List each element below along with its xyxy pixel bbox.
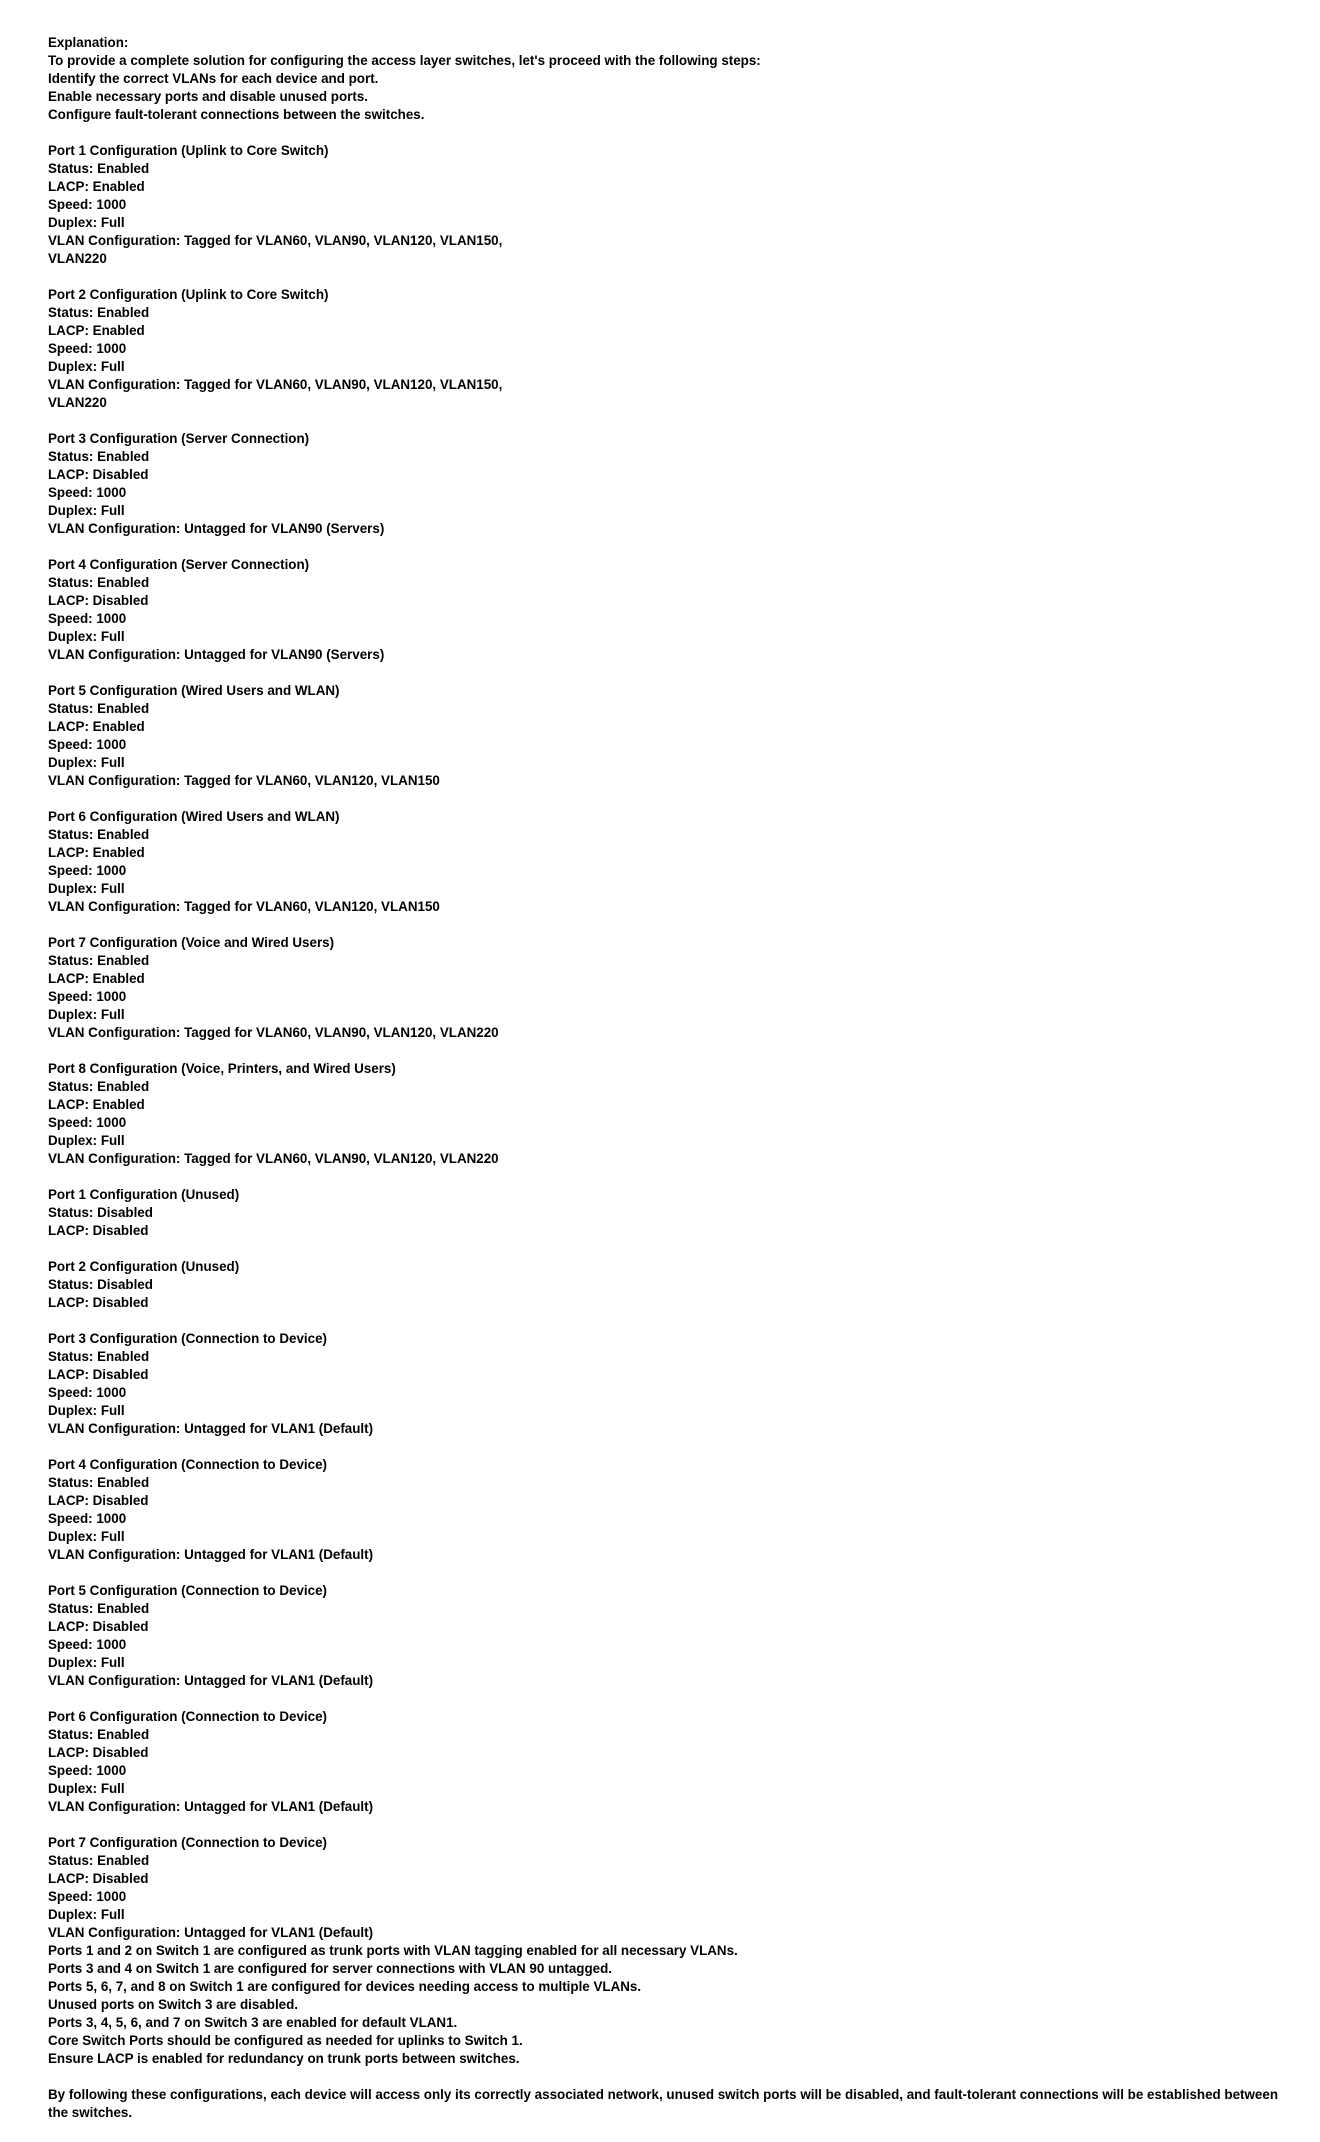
- intro-line: Identify the correct VLANs for each device and port.: [48, 71, 379, 86]
- port-config-line: VLAN Configuration: Untagged for VLAN1 (Default): [48, 1673, 374, 1688]
- port-config-line: VLAN Configuration: Tagged for VLAN60, VLAN120, VLAN150: [48, 773, 440, 788]
- document-body: [48, 34, 1282, 2122]
- intro-line: Configure fault-tolerant connections between the switches.: [48, 107, 425, 122]
- port-config-heading: Port 5 Configuration (Wired Users and WLAN): [48, 683, 340, 698]
- port-config-line: Ports 5, 6, 7, and 8 on Switch 1 are configured for devices needing access to multiple VLANs.: [48, 1979, 642, 1994]
- port-config-block: [48, 1834, 1278, 2068]
- port-config-line: Status: Enabled: [48, 1727, 150, 1742]
- port-config-heading: Port 7 Configuration (Voice and Wired Users): [48, 935, 335, 950]
- port-config-block: [48, 1186, 1278, 1240]
- port-config-line: LACP: Disabled: [48, 467, 149, 482]
- port-config-heading: Port 6 Configuration (Connection to Device): [48, 1709, 327, 1724]
- port-config-line: Status: Enabled: [48, 1349, 150, 1364]
- port-config-line: Speed: 1000: [48, 1511, 127, 1526]
- port-config-line: LACP: Disabled: [48, 593, 149, 608]
- port-config-block: [48, 1330, 1278, 1438]
- port-config-line: LACP: Enabled: [48, 1097, 145, 1112]
- section-gap: [48, 1564, 1278, 1582]
- port-config-block: [48, 1582, 1278, 1690]
- intro-line: Enable necessary ports and disable unused ports.: [48, 89, 368, 104]
- port-config-line: LACP: Enabled: [48, 845, 145, 860]
- port-config-line: Status: Enabled: [48, 449, 150, 464]
- port-config-block: [48, 286, 1278, 412]
- port-config-heading: Port 4 Configuration (Server Connection): [48, 557, 310, 572]
- port-config-heading: Port 2 Configuration (Uplink to Core Switch): [48, 287, 329, 302]
- port-config-block: [48, 1708, 1278, 1816]
- section-gap: [48, 1042, 1278, 1060]
- port-config-line: Duplex: Full: [48, 1781, 125, 1796]
- port-config-line: VLAN Configuration: Untagged for VLAN1 (Default): [48, 1547, 374, 1562]
- section-gap: [48, 2068, 1278, 2086]
- port-config-line: VLAN220: [48, 251, 107, 266]
- port-config-line: Duplex: Full: [48, 1655, 125, 1670]
- port-config-block: [48, 142, 1278, 268]
- port-config-line: Speed: 1000: [48, 197, 127, 212]
- port-config-line: Speed: 1000: [48, 863, 127, 878]
- port-config-line: LACP: Disabled: [48, 1295, 149, 1310]
- port-config-line: Ports 3 and 4 on Switch 1 are configured for server connections with VLAN 90 untagged.: [48, 1961, 613, 1976]
- port-config-line: Speed: 1000: [48, 1385, 127, 1400]
- port-config-line: VLAN Configuration: Tagged for VLAN60, VLAN90, VLAN120, VLAN150,: [48, 233, 503, 248]
- port-config-line: LACP: Disabled: [48, 1871, 149, 1886]
- port-config-heading: Port 7 Configuration (Connection to Device): [48, 1835, 327, 1850]
- port-config-line: Speed: 1000: [48, 737, 127, 752]
- port-config-line: Duplex: Full: [48, 1403, 125, 1418]
- port-config-line: Speed: 1000: [48, 485, 127, 500]
- section-gap: [48, 1168, 1278, 1186]
- port-config-line: Speed: 1000: [48, 1115, 127, 1130]
- section-gap: [48, 1240, 1278, 1258]
- port-config-line: Duplex: Full: [48, 1007, 125, 1022]
- port-config-line: Speed: 1000: [48, 611, 127, 626]
- port-config-line: Ports 1 and 2 on Switch 1 are configured as trunk ports with VLAN tagging enabled for all necessary VLANs.: [48, 1943, 738, 1958]
- port-config-block: [48, 430, 1278, 538]
- port-config-heading: Port 3 Configuration (Server Connection): [48, 431, 310, 446]
- intro-line: To provide a complete solution for configuring the access layer switches, let's proceed with the following steps:: [48, 53, 761, 68]
- conclusion-paragraph: By following these configurations, each device will access only its correctly associated network, unused switch ports will be disabled, and fault-tolerant connections will be established between the switches.: [48, 2087, 1282, 2120]
- port-config-heading: Port 5 Configuration (Connection to Device): [48, 1583, 327, 1598]
- port-config-line: Duplex: Full: [48, 503, 125, 518]
- section-gap: [48, 412, 1278, 430]
- port-config-block: [48, 682, 1278, 790]
- section-gap: [48, 664, 1278, 682]
- port-config-heading: Port 2 Configuration (Unused): [48, 1259, 240, 1274]
- port-config-line: VLAN220: [48, 395, 107, 410]
- port-config-line: VLAN Configuration: Untagged for VLAN90 (Servers): [48, 521, 385, 536]
- port-config-line: Status: Enabled: [48, 1601, 150, 1616]
- port-config-block: [48, 1060, 1278, 1168]
- port-config-heading: Port 6 Configuration (Wired Users and WLAN): [48, 809, 340, 824]
- intro-section: [48, 34, 1278, 124]
- port-config-line: VLAN Configuration: Tagged for VLAN60, VLAN120, VLAN150: [48, 899, 440, 914]
- port-config-line: Duplex: Full: [48, 881, 125, 896]
- port-config-line: LACP: Enabled: [48, 323, 145, 338]
- port-config-line: LACP: Disabled: [48, 1745, 149, 1760]
- port-config-line: VLAN Configuration: Untagged for VLAN90 (Servers): [48, 647, 385, 662]
- explanation-heading: Explanation:: [48, 35, 129, 50]
- port-config-heading: Port 1 Configuration (Unused): [48, 1187, 240, 1202]
- port-config-line: LACP: Disabled: [48, 1493, 149, 1508]
- port-config-line: VLAN Configuration: Untagged for VLAN1 (Default): [48, 1421, 374, 1436]
- port-config-block: [48, 808, 1278, 916]
- port-config-line: Duplex: Full: [48, 1529, 125, 1544]
- port-config-line: VLAN Configuration: Untagged for VLAN1 (Default): [48, 1925, 374, 1940]
- port-config-line: Speed: 1000: [48, 341, 127, 356]
- port-config-line: Status: Enabled: [48, 953, 150, 968]
- port-config-heading: Port 3 Configuration (Connection to Device): [48, 1331, 327, 1346]
- port-config-line: VLAN Configuration: Tagged for VLAN60, VLAN90, VLAN120, VLAN220: [48, 1151, 499, 1166]
- port-config-line: Speed: 1000: [48, 989, 127, 1004]
- port-config-line: Duplex: Full: [48, 629, 125, 644]
- port-config-line: LACP: Disabled: [48, 1619, 149, 1634]
- port-config-line: LACP: Enabled: [48, 719, 145, 734]
- port-config-line: Unused ports on Switch 3 are disabled.: [48, 1997, 299, 2012]
- port-config-line: Speed: 1000: [48, 1763, 127, 1778]
- port-config-block: [48, 934, 1278, 1042]
- port-config-line: Status: Enabled: [48, 827, 150, 842]
- port-config-line: Status: Enabled: [48, 1079, 150, 1094]
- port-config-block: [48, 1456, 1278, 1564]
- port-config-line: Status: Enabled: [48, 305, 150, 320]
- section-gap: [48, 268, 1278, 286]
- port-config-line: LACP: Disabled: [48, 1223, 149, 1238]
- port-config-line: LACP: Enabled: [48, 971, 145, 986]
- port-config-line: VLAN Configuration: Untagged for VLAN1 (Default): [48, 1799, 374, 1814]
- port-config-line: Speed: 1000: [48, 1637, 127, 1652]
- port-config-line: Duplex: Full: [48, 215, 125, 230]
- section-gap: [48, 1312, 1278, 1330]
- port-config-line: Duplex: Full: [48, 1907, 125, 1922]
- port-config-line: LACP: Disabled: [48, 1367, 149, 1382]
- port-config-line: Duplex: Full: [48, 755, 125, 770]
- port-config-line: Speed: 1000: [48, 1889, 127, 1904]
- port-config-block: [48, 1258, 1278, 1312]
- port-config-line: Duplex: Full: [48, 359, 125, 374]
- section-gap: [48, 124, 1278, 142]
- port-config-line: Core Switch Ports should be configured as needed for uplinks to Switch 1.: [48, 2033, 523, 2048]
- port-config-line: Status: Disabled: [48, 1205, 153, 1220]
- section-gap: [48, 790, 1278, 808]
- port-config-line: Duplex: Full: [48, 1133, 125, 1148]
- port-config-line: Ensure LACP is enabled for redundancy on trunk ports between switches.: [48, 2051, 520, 2066]
- port-config-heading: Port 4 Configuration (Connection to Device): [48, 1457, 327, 1472]
- section-gap: [48, 916, 1278, 934]
- port-config-line: Status: Enabled: [48, 1853, 150, 1868]
- section-gap: [48, 1816, 1278, 1834]
- section-gap: [48, 1438, 1278, 1456]
- port-config-line: Status: Enabled: [48, 1475, 150, 1490]
- port-config-line: Status: Enabled: [48, 575, 150, 590]
- port-config-line: Status: Enabled: [48, 161, 150, 176]
- port-config-line: Status: Disabled: [48, 1277, 153, 1292]
- port-config-heading: Port 8 Configuration (Voice, Printers, and Wired Users): [48, 1061, 396, 1076]
- port-config-block: [48, 556, 1278, 664]
- port-config-line: VLAN Configuration: Tagged for VLAN60, VLAN90, VLAN120, VLAN150,: [48, 377, 503, 392]
- port-config-line: LACP: Enabled: [48, 179, 145, 194]
- port-config-sections: [48, 124, 1278, 2068]
- section-gap: [48, 1690, 1278, 1708]
- port-config-line: Status: Enabled: [48, 701, 150, 716]
- port-config-line: Ports 3, 4, 5, 6, and 7 on Switch 3 are enabled for default VLAN1.: [48, 2015, 458, 2030]
- port-config-heading: Port 1 Configuration (Uplink to Core Switch): [48, 143, 329, 158]
- section-gap: [48, 538, 1278, 556]
- port-config-line: VLAN Configuration: Tagged for VLAN60, VLAN90, VLAN120, VLAN220: [48, 1025, 499, 1040]
